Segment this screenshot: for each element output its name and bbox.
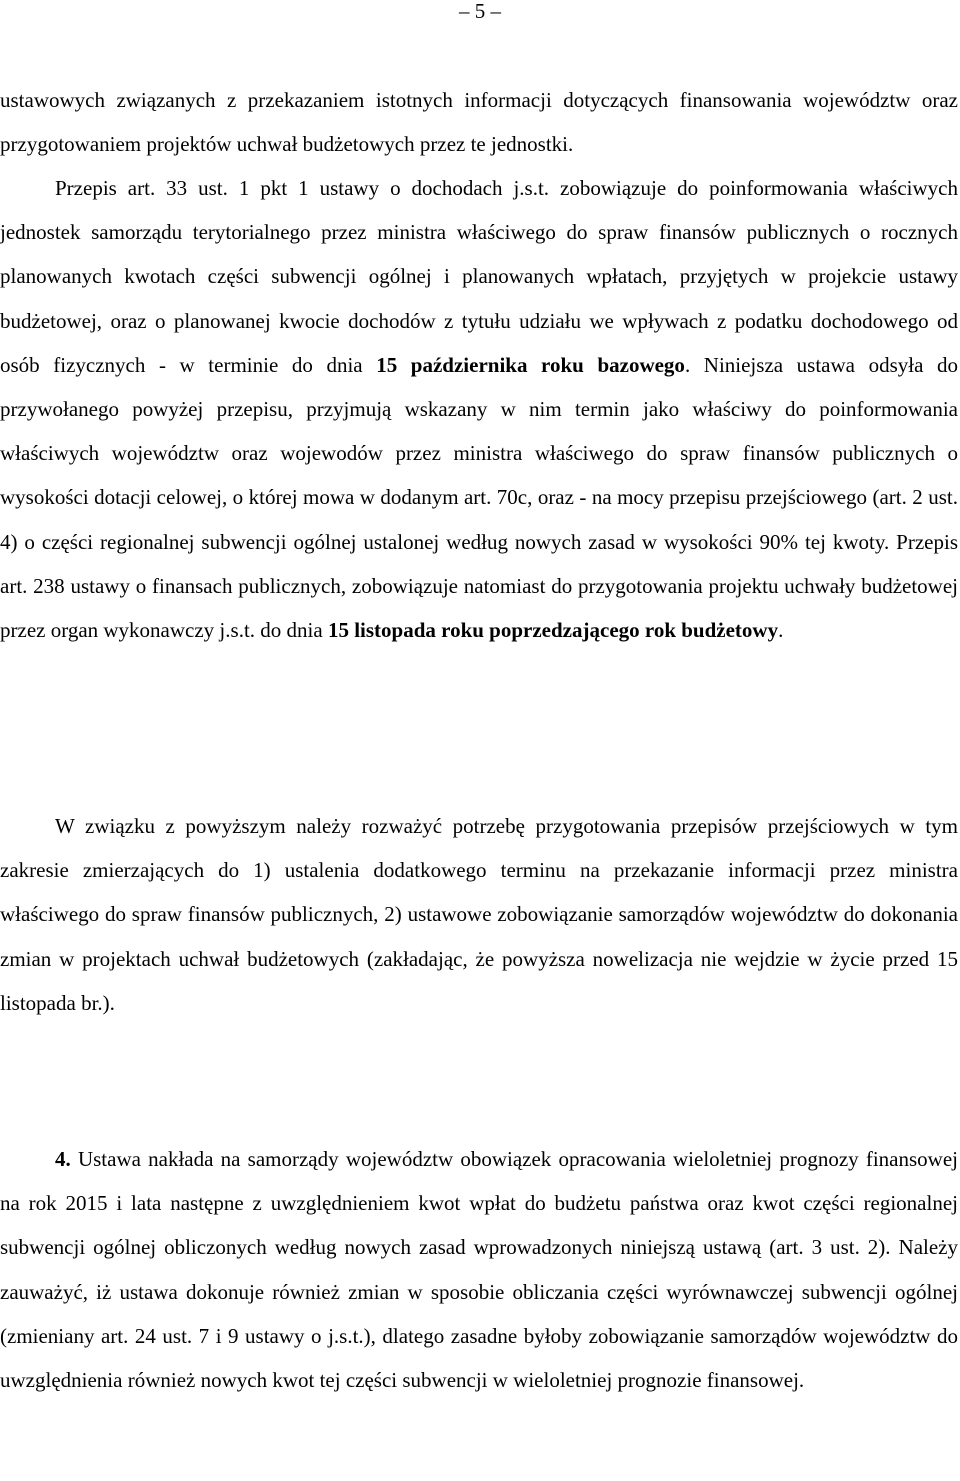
paragraph-2-text-c: . xyxy=(778,618,784,643)
paragraph-1-text: ustawowych związanych z przekazaniem istotnych informacji dotyczących finansowania województw oraz przygotowaniem projektów uchwał budżetowych przez te jednostki. xyxy=(0,88,958,157)
paragraph-2-text-b: . Niniejsza ustawa odsyła do przywołanego powyżej przepisu, przyjmują wskazany w nim termin jako właściwy do poinformowania właściwych województw oraz wojewodów przez ministra właściwego do spraw finansów publicznych o wysokości dotacji celowej, o której mowa w dodanym art. 70c, oraz - na mocy przepisu przejściowego (art. 2 ust. 4) o części regionalnej subwencji ogólnej ustalonej według nowych zasad w wysokości 90% tej kwoty. Przepis art. 238 ustawy o finansach publicznych, zobowiązuje natomiast do przygotowania projektu uchwały budżetowej przez organ wykonawczy j.s.t. do dnia xyxy=(0,352,958,643)
paragraph-1 xyxy=(0,78,958,166)
deadline-october: 15 października roku bazowego xyxy=(376,352,685,377)
paragraph-2-text-a: Przepis art. 33 ust. 1 pkt 1 ustawy o dochodach j.s.t. zobowiązuje do poinformowania właściwych jednostek samorządu terytorialnego przez ministra właściwego do spraw finansów publicznych o rocznych planowanych kwotach części subwencji ogólnej i planowanych wpłatach, przyjętych w projekcie ustawy budżetowej, oraz o planowanej kwocie dochodów z tytułu udziału we wpływach z podatku dochodowego od osób fizycznych - w terminie do dnia xyxy=(0,176,958,377)
paragraph-2 xyxy=(0,166,958,652)
deadline-november: 15 listopada roku poprzedzającego rok budżetowy xyxy=(327,618,779,643)
page-number: – 5 – xyxy=(459,0,501,23)
paragraph-4 xyxy=(0,1137,958,1402)
paragraph-4-text: Ustawa nakłada na samorządy województw obowiązek opracowania wieloletniej prognozy finansowej na rok 2015 i lata następne z uwzględnieniem kwot wpłat do budżetu państwa oraz kwot części regionalnej subwencji ogólnej obliczonych według nowych zasad wprowadzonych niniejszą ustawą (art. 3 ust. 2). Należy zauważyć, iż ustawa dokonuje również zmian w sposobie obliczania części wyrównawczej subwencji ogólnej (zmieniany art. 24 ust. 7 i 9 ustawy o j.s.t.), dlatego zasadne byłoby zobowiązanie samorządów województw do uwzględnienia również nowych kwot tej części subwencji w wieloletniej prognozie finansowej. xyxy=(0,1147,958,1393)
section-number: 4. xyxy=(55,1147,71,1171)
paragraph-3 xyxy=(0,804,958,1025)
paragraph-3-text: W związku z powyższym należy rozważyć potrzebę przygotowania przepisów przejściowych w tym zakresie zmierzających do 1) ustalenia dodatkowego terminu na przekazanie informacji przez ministra właściwego do spraw finansów publicznych, 2) ustawowe zobowiązanie samorządów województw do dokonania zmian w projektach uchwał budżetowych (zakładając, że powyższa nowelizacja nie wejdzie w życie przed 15 listopada br.). xyxy=(0,814,958,1015)
